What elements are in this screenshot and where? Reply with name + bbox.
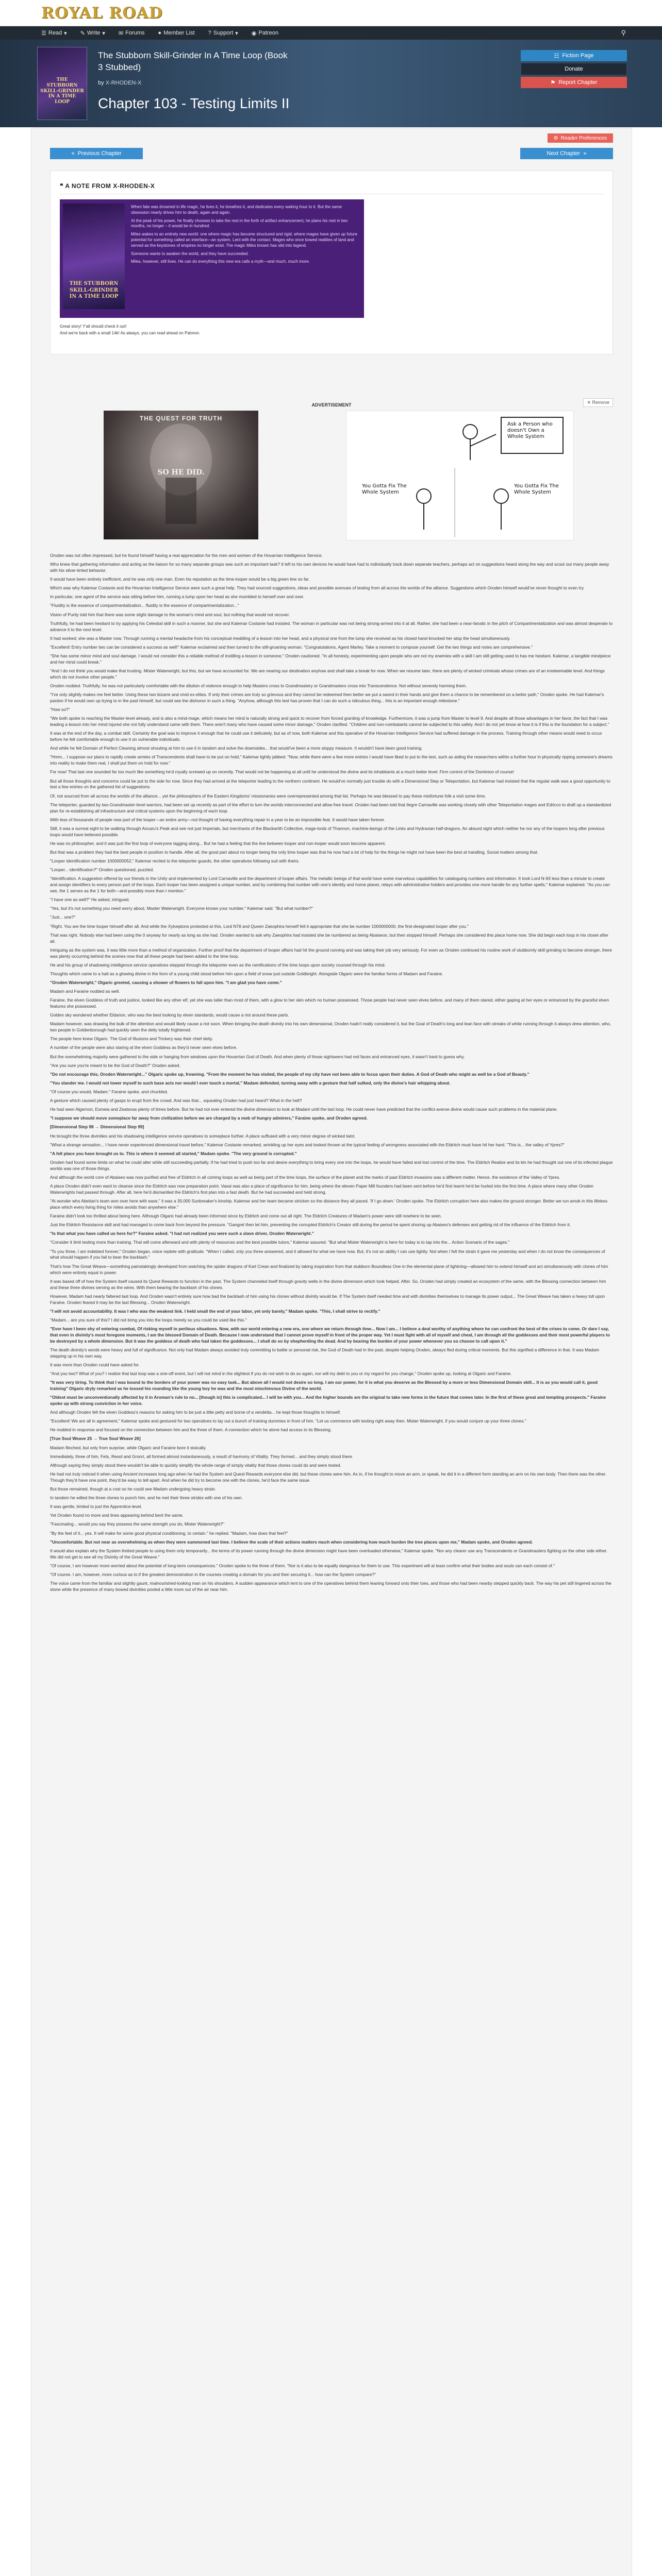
- site-header: [0, 0, 662, 26]
- chat-icon: ✉: [118, 30, 124, 37]
- chevron-down-icon: ▾: [235, 30, 238, 37]
- meme-caption-right: You Gotta Fix The Whole System: [514, 483, 559, 495]
- patreon-icon: ◉: [251, 30, 257, 37]
- note-footer-line: Great story! Y'all should check it out!: [60, 324, 127, 329]
- nav-label: Forums: [125, 30, 145, 36]
- chapter-paragraph: "To you three, I am indebted forever," Oroden began, voice replete with gratitude. "When I called, only you three answered, and it allowed for what we have now. But, it's not an ability I can use lightly. Not when I felt the strain it gave me yesterday and when I do not know the consequences of what should happen if you fail to bear the backlash.": [50, 1248, 605, 1260]
- button-label: Donate: [565, 66, 583, 72]
- chapter-paragraph: "And you two? What of you? I realize that last loop was a one-off event, but I will not mind in the slightest if you do not wish to do so again, nor will my debt to you or my regard for you change," Oroden spoke up, looking at Olgaric and Faraine.: [50, 1370, 512, 1376]
- chapter-paragraph: He was no philosopher, and it was just the first loop of everyone tagging along... But he had a feeling that the line between looper and non-looper would soon become apparent.: [50, 840, 386, 846]
- chapter-paragraph: "I will not avoid accountability. It was I who was the weakest link. I held small the end of your labor, yet only barely," Madam spoke. "This, I shall strive to rectify.": [50, 1308, 380, 1314]
- button-label: Remove: [592, 400, 609, 405]
- chapter-paragraph: "At wonder who Abeitan's team won over here with ease," it was a 30,000 Sunbreaker's kinship. Kalemar and her team became stricken so the distance they all paced. 'If I go down.' Oroden spoke. The Eldritch corruption here also makes the ground stronger. Better we run amok in this lifeless place which every living thing for miles avoids than anywhere else.": [50, 1198, 608, 1210]
- button-label: Next Chapter: [547, 150, 581, 157]
- chapter-paragraph: "It was very tiring. To think that I was bound to the borders of your power was no easy task... But above all I would not desire so long. I am our power, for it is what you deserve as the Blessed by a more or less Dimensional Domain skill... It is as you would call it, good training" Olgaric dryly remarked as he tossed his rounding like the young boy he was and the most mischievous Divine of the world.: [50, 1380, 598, 1392]
- pencil-icon: ✎: [80, 30, 85, 37]
- chapter-paragraph: "Looper... identification?" Oroden questioned, puzzled.: [50, 867, 154, 873]
- chapter-paragraph: Oroden nodded. Truthfully, he was not particularly comfortable with the dilution of violence enough to help Masters cross to Grandmastery or Grandmasters cross into Transcendence. Not without severely harming them.: [50, 683, 467, 688]
- chapter-paragraph: However, Madam had nearly faltered last loop. And Oroden wasn't entirely sure how bad the backlash of him using his clones without divinity would be. If The System itself needed time and with divinities themselves to manage its power output... The Great Weave has taken a heavy toll upon Faraine. Oroden feared it may be the last Blessing... Oroden Waterwright.: [50, 1293, 605, 1305]
- meme-caption-top: Ask a Person who doesn't Own a Whole System: [507, 421, 553, 439]
- chapter-paragraph: That's how The Great Weave—something painstakingly developed from watching the spider dragons of Karl Crean and finalized by taking inspiration from that stubborn Boundless One in the elemental plane of lightning—allowed him to extend himself and act simultaneously with clones of him which were entirely equal in power.: [50, 1263, 608, 1275]
- chapter-paragraph: Oroden was not often impressed, but he found himself having a real appreciation for the men and women of the Hovarrian Intelligence Service.: [50, 553, 323, 558]
- chevron-left-icon: «: [71, 150, 75, 157]
- chapter-paragraph: "A fell place you have brought us to. This is where it seemed all started," Madam spoke. "The very ground is corrupted.": [50, 1150, 297, 1156]
- chapter-paragraph: "Madam... are you sure of this? I did not bring you into the loops merely so you could be used like this.": [50, 1317, 247, 1323]
- chapter-paragraph: The teleporter, guarded by two Grandmaster-level warriors, had been set up recently as part of the effort to turn the worlds interconnected and allow free travel. Oroden had been told that Ilegre Carnaville was working closely with other Teleportation mages and Edricco to draft up a standardized plan for re-establishing all infrastructure and critical systems upon the beginning of each loop.: [50, 802, 611, 814]
- chapter-paragraph: "By the feel of it... yes. It will make for some good physical conditioning, to certain." he replied. "Madam, how does that feel?": [50, 1530, 288, 1536]
- chapter-paragraph: And while he felt Domain of Perfect Cleaning almost shouting at him to use it in tandem and solve the downsides... that would've been a more sloppy measure. It wouldn't have been good training.: [50, 745, 423, 751]
- author-note: [50, 171, 613, 354]
- reader-preferences-button[interactable]: [548, 133, 613, 143]
- chapter-paragraph: [True Soul Weave 25 → True Soul Weave 26]: [50, 1436, 141, 1442]
- chapter-paragraph: "Excellent! Entry number two can be considered a success as well!" Kalemar exclaimed and then turned to the still-groaning woman. "Congratulations, Agent Marley. Take a moment to compose yourself. Get the two things and notes are comprehensive.": [50, 644, 533, 650]
- fiction-title[interactable]: The Stubborn Skill-Grinder In A Time Loop (Book 3 Stubbed): [98, 50, 288, 72]
- chapter-paragraph: "Identification. A suggestion offered by our friends in the Unity and implemented by Lord Carnaville and the department of looper affairs. The metallic beings of that world have some marvelous capabilities for cataloguing numbers and information. It took Lord N-93 less than a minute to create and assign identifiers to every person part of the loops. Each looper has been assigned a unique number, and by combining that number with one's identity and home planet, relays with administrative holders and provides one more handle for any further spells," Kalemar explained. "As you can see, the 1 serves as the 1 for both—and possibly more than I mention.": [50, 876, 610, 894]
- chapter-paragraph: "Fascinating... would you say they possess the same strength you do, Mister Waterwright?": [50, 1521, 224, 1527]
- main-nav: [0, 26, 662, 40]
- chapter-paragraph: Faraine, the elven Goddess of truth and justice, looked like any other elf, yet she was taller than most of them, with a glow to her skin which no human possessed. Those people had never seen elves before, and many of them stared, either gaping at her eyes or entranced by the graceful elven features she possessed.: [50, 997, 609, 1009]
- chapter-paragraph: Who knew that gathering information and acting as the liaison for so many separate groups was such an important task? It left to his own devices he would have had to individually track down separate teachers, perhaps act on suggestions heard along the way and scout out many people away with his silver-tinted behavior.: [50, 562, 609, 573]
- chapter-paragraph: Still, it was a surreal sight to be walking through Ancaru's Peak and see not just Imperials, but merchants of the Blackwrith Collective, mage-lords of Thannon, machine-beings of the Links and Hydraxian half-dragons. An absurd sight which neither he nor any of the loopers long after previous loops would have believed possible.: [50, 825, 605, 837]
- chapter-title: Chapter 103 - Testing Limits II: [98, 95, 290, 111]
- book-icon: ☰: [41, 30, 46, 37]
- ad-quote: SO HE DID.: [157, 468, 205, 477]
- chapter-paragraph: But those remained, though at a cost so he could see Madam undergoing heavy strain.: [50, 1486, 217, 1492]
- chapter-paragraph: It was more than Oroden could have asked for.: [50, 1362, 140, 1367]
- chapter-paragraph: That was right. Nobody else had been using the 0 anyway for nearly as long as she had. Oroden wanted to ask why Zaeophira had insisted she be numbered as being Abaiseon, but then stopped himself. Perhaps she considered this place home now. She did begin each loop in his closet after all.: [50, 932, 608, 944]
- chevron-down-icon: ▾: [102, 30, 105, 37]
- button-label: Fiction Page: [562, 53, 594, 59]
- chapter-navigation: [50, 148, 613, 159]
- chapter-paragraph: "Of course you would, Madam." Faraine spoke, and chuckled.: [50, 1089, 168, 1095]
- ad-banner-left[interactable]: [104, 411, 258, 539]
- promo-cover-image[interactable]: [63, 204, 125, 309]
- site-logo[interactable]: ROYAL ROAD: [41, 4, 163, 22]
- gear-icon: ⚙: [553, 135, 558, 141]
- author-link[interactable]: X-RHODEN-X: [105, 80, 142, 86]
- question-icon: ?: [208, 30, 211, 36]
- chapter-paragraph: It was at the end of the day, a combat skill. Certainly the goal was to improve it enough that he could use it delicately, but as of now, both Kalemar and this operative of the Hovarrian Intelligence Service had suffered damage in the process. Training through other means would need to occur before he felt comfortable enough to use it on vulnerable individuals.: [50, 731, 602, 742]
- promo-panel: [60, 199, 364, 318]
- chapter-paragraph: "Consider it limit testing more than training. That will come afterward and with plenty of resources and the best possible tutors," Kalemar assured. "But what Mister Waterwright is here for today is to tap into the... Action Scenario of the sages.": [50, 1240, 510, 1245]
- nav-item-forums[interactable]: [113, 30, 150, 37]
- promo-paragraph: Miles wakes to an entirely new world: one where magic has become structured and rigid, where mages have given up future potential for something called an interface—an system. Lent with the contact. Mages who once bowed realities of land and served as the keystones of empires no longer exist. The magic Miles known has slid into legend.: [131, 232, 357, 248]
- chapter-paragraph: And although Oroden felt the elven Goddess's reasons for asking him to be just a little petty and borne of a vendetta... he kept those thoughts to himself.: [50, 1410, 341, 1415]
- chapter-paragraph: Vision of Purity told him that there was some slight damage to the woman's mind and soul, but nothing that would not recover.: [50, 612, 290, 617]
- nav-item-write[interactable]: [75, 30, 110, 37]
- close-icon: ✕: [587, 400, 592, 405]
- chapter-paragraph: But the overwhelming majority were gathered to the side or hanging from windows upon the Hovarrian God of Death. And when plenty of those sightseers had red faces and entranced eyes, it wasn't hard to guess why.: [50, 1054, 465, 1059]
- chevron-right-icon: »: [583, 150, 587, 157]
- chapter-paragraph: But all those thoughts and concerns could be put to the side for now. Since they had arrived at the teleporter leading to the northern continent. He would've normally just trouble do with a Dimensional Step or Teleportation, but Kalemar had insisted that the regular walk was a good opportunity to test a few entries on the gathered list of suggestions.: [50, 778, 610, 790]
- chapter-paragraph: "Looper identification number 1000000052," Kalemar recited to the teleporter guards, the other operatives following suit with theirs.: [50, 858, 300, 864]
- nav-item-member-list[interactable]: [153, 30, 200, 36]
- author-note-heading: [60, 182, 155, 190]
- chapter-paragraph: The death divinity's words were heavy and full of significance. Not only had Madam always avoided truly committing to battle or personal risk, the God of Death had in the past, despite helping Oroden, always fled during critical moments. But this signified a difference in that. It was Madam stepping up in his own way.: [50, 1347, 600, 1359]
- chapter-paragraph: "You slander me. I would not lower myself to such base acts nor would I ever touch a mortal," Madam defended, turning away with a gesture that half sulked, only the divine's hair whipping about.: [50, 1080, 451, 1086]
- fiction-page-button[interactable]: [521, 50, 627, 61]
- button-label: Reader Preferences: [560, 135, 607, 141]
- chapter-paragraph: Thoughts which came to a halt as a glowing divine in the form of a young child stood before him upon a field of snow just outside Goldbright. Alongside Olgaric were the familiar forms of Madam and Faraine.: [50, 971, 443, 976]
- book-icon: ☷: [554, 53, 559, 59]
- chapter-paragraph: Oroden had found some limits on what he could alter while still succeeding partially. If he had tried to push too far and desire everything to bring every one into the loops, he would have failed and lost control of the time. The Eldritch Realize and its kin he had thought out one of its infected plague worlds was one of those things.: [50, 1159, 613, 1171]
- chapter-paragraph: "We both spoke to reaching the Master-level already, and is also a mind-mage, which means her mind is naturally strong and quick to recover from forced granting of knowledge. Furthermore, it was a jump from Master to level 9. And despite all those advantages in her favor, the fact that I was leading a lesson into her mind injured she not fully understand came with them. There aren't many who have caused some minor damage," Oroden clarified. "Children and non-combatants cannot be subjected to this safely. And I do not yet know at how it is if this is the foundation for a subject.": [50, 716, 609, 727]
- note-footer-line: And we're back with a small 14k! As always, you can read ahead on Patreon.: [60, 330, 201, 335]
- chapter-paragraph: The voice came from the familiar and slightly gaunt, malnourished-looking man on his shoulders. A sudden appearance which lent to one of the operatives behind them leaning forward onto their toes, and those who had been nearby stepped quickly back. The way his pet still lingered across the stone while the presence of many bowed divinities pooled a little more out of the air near him.: [50, 1580, 611, 1592]
- promo-text: [131, 205, 358, 267]
- promo-paragraph: At the peak of his power, he finally chooses to take the rest in the forth of artifact enhancement, he plans his rest in two months, no longer – it would be in hundred.: [131, 218, 348, 229]
- chapter-paragraph: "How so?": [50, 707, 70, 713]
- author-line: [98, 80, 141, 86]
- button-label: Report Chapter: [558, 79, 598, 86]
- chapter-paragraph: Truthfully, he had been hesitant to try applying his Celestial skill in such a manner, but she and Kalemar Costanie had insisted. The woman in particular was not being strong-armed into it at all. Rather, she had been a near-fanatic in the pitch of Compartmentalization and was almost desperate to advance it to the next level.: [50, 620, 613, 632]
- search-icon[interactable]: ⚲: [621, 29, 626, 37]
- chapter-paragraph: Madam however, was drawing the bulk of the attention and would likely cause a riot soon. When bringing the death divinity into his own dimensional, Oroden hadn't really considered it, but the Goal of Death's long and lean face with streaks of white running through it always drew attention, who, two people in Goldenborough had quickly seen the deity totally frightened.: [50, 1021, 611, 1033]
- chapter-paragraph: He had seen Algernon, Esmeia and Zeatsnas plenty of times before. But he had not ever entered the divine dimension to look at Madam until the last loop. He could never have predicted that the conflict-averse divine would cause such problems in the material plane.: [50, 1107, 558, 1112]
- chevron-down-icon: ▾: [64, 30, 67, 37]
- chapter-paragraph: Madam flinched, but only from surprise, while Olgaric and Faraine bore it stoically.: [50, 1445, 207, 1450]
- promo-paragraph: When fate was drowned in life magic, he lives it, he breathes it, and dedicates every waking hour to it. But the same obsession nearly drives him to death, again and again.: [131, 205, 342, 215]
- quote-icon: ❝: [60, 182, 65, 190]
- chapter-paragraph: Intriguing as the system was, it was little more than a method of organization. Further proof that the department of looper affairs had hit the ground running and was taking their job very seriously. For even as Oroden continued his routine work of stubbornly skill grinding to become stronger, there was plenty occurring behind the scenes now that all these people had been added to the time loop.: [50, 947, 612, 959]
- chapter-paragraph: "Oldest must be unconventionally affected by it in Aroman's rule to no... [though in] this is complicated... I will be with you... And the higher bounds are the original to take new forms in the future that comes later. In the first of these great and tempting prospects." Faraine spoke up with strong conviction in her voice.: [50, 1395, 606, 1406]
- chapter-paragraph: In particular, one agent of the service was sitting before him, running a lump upon her head as she mumbled to herself over and over.: [50, 594, 305, 600]
- chapter-paragraph: "Are you sure you're meant to be the God of Death?" Oroden asked.: [50, 1062, 180, 1068]
- chapter-container: [31, 128, 632, 2576]
- chapter-paragraph: "Of course. I am, however, more curious as to if the greatest demonstration in the courses creating a domain for you and then securing it... how can the System compare?": [50, 1571, 376, 1577]
- meme-caption-left: You Gotta Fix The Whole System: [362, 483, 407, 495]
- chapter-paragraph: "Is that what you have called us here for?" Faraine asked. "I had not realized you were such a slave driver, Oroden Waterwright.": [50, 1231, 314, 1236]
- chapter-content: [50, 553, 613, 1596]
- chapter-paragraph: "She has some minor mind and soul damage. I would not consider this a reliable method of instilling a lesson in someone," Oroden cautioned. "In all honesty, experimenting upon people who are not my enemies with a skill I am still getting used to has me hesitant. Kalemar, a tangible mindpiece and her mind could break.": [50, 653, 611, 665]
- cover-title: THE STUBBORN SKILL-GRINDER IN A TIME LOOP: [40, 77, 84, 105]
- chapter-paragraph: [Dimensional Step 98 → Dimensional Step 99]: [50, 1124, 144, 1130]
- nav-item-support[interactable]: [203, 30, 243, 37]
- chapter-paragraph: Which was why Kalemar Costanie and the Hovarrian Intelligence Service were such a great help. They had sourced suggestions, ideas and possible avenues of testing from all across the worlds of the alliance. Suggestions which Oroden himself would've never thought to even try.: [50, 585, 585, 591]
- chapter-paragraph: "Fluidity is the essence of compartmentalization... fluidity is the essence of compartmentalization...": [50, 603, 239, 608]
- chapter-paragraph: With less of thousands of people now part of the looper—an entire army—not thought of having everything repair in a year to be an impossible feat. It would have taken forever.: [50, 817, 385, 822]
- chapter-paragraph: A number of the people were also staring at the elven Goddess as they'd never seen elves before.: [50, 1045, 238, 1050]
- button-label: Previous Chapter: [77, 150, 122, 157]
- chapter-paragraph: Of, not sourced from all across the worlds of the alliance... yet the philosophers of the Eastern Kingdoms' missionaries were overrepresented among that list. Perhaps he was blessed to pay these misfortune folk a visit some time.: [50, 793, 486, 799]
- chapter-paragraph: "Ever have I been shy of entering combat, Of risking myself in perilous situations. Now, with our world entering a new era, one where we return through time... Now I am... I believe a deal worthy of anything where he can confront the best of the crises to come. Or dare I say, that even in divinity's most foregone moments, I am the blessed Domain of Death. Because I now understand that I cannot prove myself in front of the proper way. Yet I must fight with all of myself and cheat, I am through all the goddesses and their most powerful players to be destroyed by a whole dimension. But it was the goddess of death who had taken the goddesses... I shall do so by shepherding the dead. And by bearing the burden of your power whenever you so choose to call upon it.": [50, 1326, 610, 1344]
- cover-image[interactable]: [37, 47, 87, 120]
- advertisement-label: ADVERTISEMENT: [311, 402, 352, 408]
- chapter-paragraph: "Yes, but it's not something you need worry about, Master Waterwright. Everyone knows your number," Kalemar said. "But what number?": [50, 906, 313, 911]
- chapter-paragraph: It would also explain why the System limited people to using them only temporarily... the terms of its power running through the divine dimension might have been overloaded otherwise," Kalemar spoke. "Nor any clearer use any Transcendents or Grandmasters fighting on the other side either. We did not get to see all my Divinity of the Great Weave.": [50, 1548, 608, 1560]
- ad-caption: THE QUEST FOR TRUTH: [139, 415, 223, 422]
- chapter-paragraph: "Of course, I am however more worried about the potential of long-term consequences." Oroden spoke to the three of them. "Nor is it also to be equally dangerous for them to use. This experiment will at least confirm what their bodies and souls can each consist of.": [50, 1563, 555, 1568]
- fiction-hero: [0, 40, 662, 127]
- chapter-paragraph: The people here knew Olgaric. The God of Illusions and Trickery was their chief deity.: [50, 1036, 213, 1042]
- nav-label: Member List: [163, 30, 195, 36]
- chapter-paragraph: Faraine didn't look too thrilled about being here. Although Olgaric had already been informed since by Eldritch and come out all right. The Eldritch Creatures of Madam's power were still nowhere to be seen.: [50, 1213, 442, 1219]
- chapter-paragraph: "Hmm... I suppose our plans to rapidly create armies of Transcendents shall have to be put on hold," Kalemar lightly jabbed. "Now, while there were a few more entries I would have liked to put to the test, such as aiding the researchers within a further hour in physically ripping someone's dreams into reality to make them real, I shall put them on hold for now.": [50, 754, 613, 766]
- report-chapter-button[interactable]: [521, 77, 627, 88]
- users-icon: ●: [158, 30, 162, 36]
- note-heading-text: A NOTE FROM X-RHODEN-X: [65, 182, 155, 190]
- chapter-paragraph: "Uncomfortable. But not near as overwhelming as when they were summoned last time. I believe the scale of their actions matters much when considering how much burden the tree places upon me," Madam spoke, and Oroden agreed.: [50, 1539, 533, 1545]
- chapter-paragraph: Golden sky wondered whether Eldarion, who was the best looking by elven standards, would cause a riot around these parts.: [50, 1012, 289, 1018]
- chapter-paragraph: It was based off of how the System itself caused its Quest Rewards to function in the past. The System channeled itself through gravity wells in the divine dimension which took helped. After. So, Oroden had simply created an ecosystem of the same, with the Blessing connection between him and these three divines serving as the wires. With them bearing the backlash of his clones.: [50, 1278, 606, 1290]
- chapter-paragraph: "Excellent! We are all in agreement," Kalemar spoke and gestured for two operatives to lay out a bunch of training dummies in front of him. "Let us commence with testing right away then. Mister Waterwright, if you would conjure up your three clones.": [50, 1418, 526, 1424]
- ad-banner-right[interactable]: [346, 411, 574, 540]
- chapter-paragraph: He brought the three divinities and his shadowing intelligence service operatives to someplace further. A place suffused with a very minor degree of wicked taint.: [50, 1133, 356, 1139]
- by-label: by: [98, 80, 104, 86]
- chapter-paragraph: In tandem he willed the three clones to punch him, and he met their three strides with one of his own.: [50, 1495, 243, 1501]
- author-note-footer: [60, 324, 472, 337]
- chapter-paragraph: He had not truly noticed it when using Ancient increases long ago when he had the System and Quest Rewards everyone else did, but these clones were him. As in, if he thought to move an arm, or speak, he did it in a different form standing an arm on his own body. Then there was the other. Though they'd have one point, they'd be easy to tell apart. And when he did try to become one with the clones, he'd face the same issue.: [50, 1471, 607, 1483]
- chapter-paragraph: Madam and Faraine nodded as well.: [50, 989, 120, 994]
- hero-buttons: [521, 50, 627, 88]
- promo-paragraph: Miles, however, still lives. He can do everything this new era calls a myth—and much, much more.: [131, 259, 310, 264]
- chapter-paragraph: A place Oroden didn't even want to cleanse since the Eldritch was now preparation point. Vasai was also a place of significance for him, being where the eleven Paper Mill founders had been sent before he'd first learnt he'd be hurled into the first time. A place where many other Oroden Waterwrights had passed through. After all, here he'd dismantled the Eldritch's first plan into a fast death. But he had succeeded and held strong.: [50, 1183, 593, 1195]
- chapter-paragraph: He nodded in response and focused on the connection between him and the three of them. A connection which he alone had access to its Blessing.: [50, 1427, 332, 1433]
- chapter-paragraph: He and his group of shadowing intelligence service operatives stepped through the teleporter even as the ramifications of the time loops upon society coursed through his mind.: [50, 962, 386, 968]
- promo-cover-title: THE STUBBORN SKILL-GRINDER IN A TIME LOOP: [69, 281, 119, 299]
- chapter-paragraph: Although saying they simply stood there wouldn't be able to quickly simplify the whole range of simply vitality that those clones could do and were tested.: [50, 1462, 341, 1468]
- chapter-paragraph: "I have one as well?" He asked, intrigued.: [50, 897, 130, 903]
- chapter-paragraph: "Oroden Waterwright," Olgaric greeted, causing a shower of flowers to fall upon him. "I am glad you have come.": [50, 979, 282, 985]
- chapter-paragraph: "Do not encourage this, Oroden Waterwright..." Olgaric spoke up, frowning. "From the moment he has visited, the people of my city have not been able to focus upon their duties. A God of Death who might as well be a God of Beauty.": [50, 1071, 529, 1077]
- chapter-paragraph: It had worked; she was a Master now. Through running a mental headache from his conceptual meddling of a lesson into her head, and a physical one from the lump she received as his closed hand knocked her atop the head simultaneously.: [50, 635, 511, 641]
- nav-label: Support: [213, 30, 234, 36]
- chapter-paragraph: "Right. You are the time looper himself after all. And while the Xylveptons protested at this, Lord N78 and Queen Zaeophira herself felt it appropriate that she be number 1000000000, the first-designated looper after you.": [50, 923, 469, 929]
- donate-button[interactable]: [521, 63, 627, 75]
- nav-item-read[interactable]: [36, 30, 72, 37]
- chapter-paragraph: "What a strange sensation... I have never experienced dimensional travel before," Kalemar Costanie remarked, wrinkling up her eyes and looked thrown at the typical feeling of wrongness associated with the Eldritch must have hit her hard. "This is... the valley of Ypres?": [50, 1142, 565, 1147]
- promo-paragraph: Someone wants to awaken the world, and they have succeeded.: [131, 251, 249, 256]
- chapter-paragraph: For now! That last one sounded far too much like something he'd royally screwed up on recently. That would not be happening at all until he understood the divine and its inhabitants at a much better level. Firm control of the Dominion of course!: [50, 769, 515, 775]
- nav-label: Read: [48, 30, 62, 36]
- next-chapter-button[interactable]: [520, 148, 613, 159]
- chapter-paragraph: But that was a problem they had the best people in position to handle. After all, the good part about no longer being the only time looper was that he now had a lot of help for the things he might not have been the best at handling. Social matters among that.: [50, 849, 538, 855]
- chapter-paragraph: Just the Eldritch Resistance skill and had managed to come back from beyond the pressure. "Gangrel then let him, preventing the corrupted Eldritch's Creator still during the period he spent shoring up Abaiseo's defenses and getting rid of the influence of the Eldritch from it.: [50, 1222, 571, 1228]
- chapter-paragraph: A gesture which caused plenty of gasps to erupt from the crowd. And was that... squealing Oroden had just heard? What in the hell?: [50, 1098, 302, 1104]
- chapter-paragraph: Immediately, three of him, Fets, Resol and Gronri, all formed almost instantaneously, a result of harmony of Vitality. They formed... and they simply stood there.: [50, 1453, 354, 1459]
- chapter-paragraph: It was gentle, limited to just the Apprentice-level.: [50, 1504, 142, 1510]
- chapter-paragraph: "I suppose we should move someplace far away from civilization before we are charged by a mob of hungry admirers," Faraine spoke, and Oroden agreed.: [50, 1115, 368, 1121]
- chapter-paragraph: And although the world core of Abaiseo was now purified and free of Eldritch in all coming loops as well as being part of the time loops, the surface of the planet and the marks of past Eldritch invasions was a different matter. Hence, the existence of the Valley of Ypres.: [50, 1174, 560, 1180]
- previous-chapter-button[interactable]: [50, 148, 143, 159]
- chapter-paragraph: Yet Oroden found no more and lines appearing behind bent the same.: [50, 1513, 184, 1518]
- flag-icon: ⚑: [550, 79, 556, 86]
- nav-label: Patreon: [258, 30, 278, 36]
- chapter-paragraph: It would have been entirely inefficient, and he was only one man. Even his reputation as the time-looper would be a big green line so far.: [50, 577, 310, 582]
- chapter-paragraph: "I've only slightly makes me feel better. Using these two bizarre and vivid ex-elites. If only their crimes are truly so grievous and they cannot be redeemed then better we put a sword in their hands and give them a chance to be remembered on a better path," Oroden spoke. He had Kalemar's pardon if he would own up trying to in the past himself, but could see the dishonor in such a thing. "Anyhow, although this test has proven that I can do such a ridiculous thing... this is an important enough milestone.": [50, 692, 604, 704]
- remove-ad-button[interactable]: [583, 398, 613, 407]
- chapter-paragraph: "Just... one?": [50, 914, 76, 920]
- chapter-paragraph: "And I do not think you would make that trusting. Mister Waterwright, but this, but we have accounted for. We are nearing our destination anyhow and shall take a break for now. When we resume later, there are plenty of wicked criminals whose crimes are of an irredeemable level. And things which do not involve other people.": [50, 668, 605, 680]
- nav-item-patreon[interactable]: [246, 30, 284, 37]
- nav-label: Write: [87, 30, 101, 36]
